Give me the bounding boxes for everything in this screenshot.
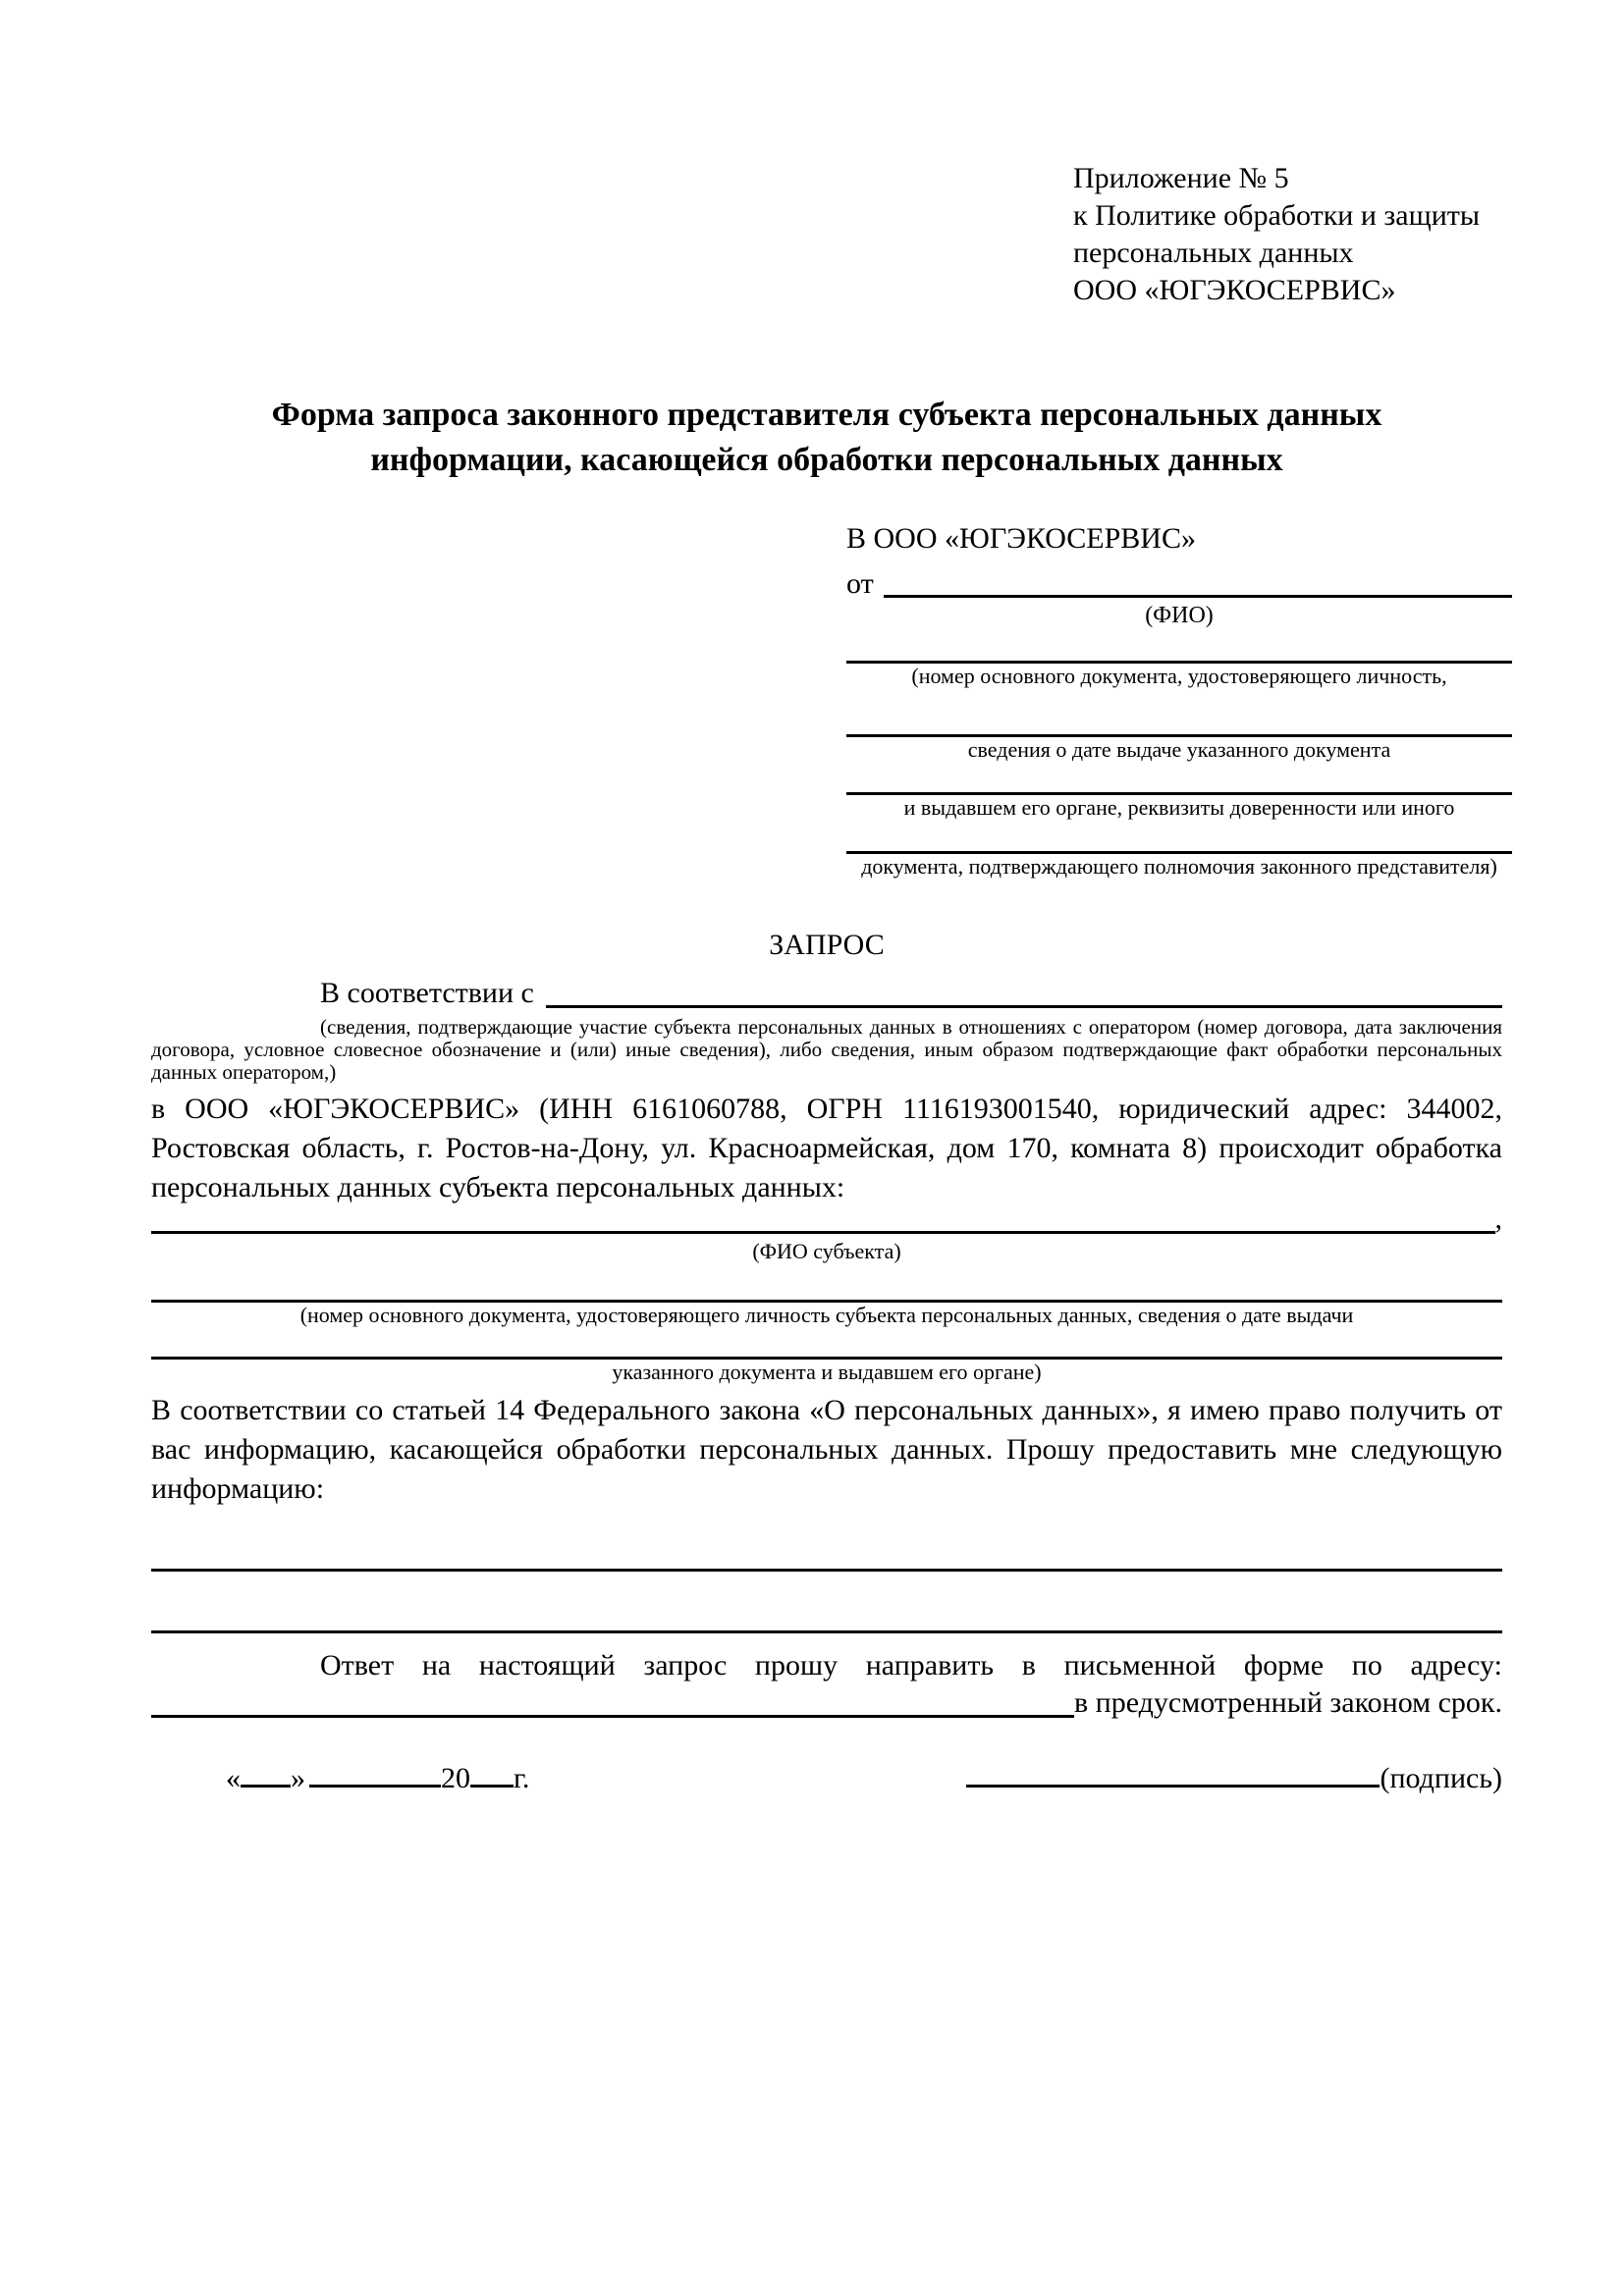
comma-text: , xyxy=(1494,1202,1502,1235)
requested-info-blank-line-1 xyxy=(151,1509,1502,1572)
subject-document-issuer-blank-line xyxy=(151,1328,1502,1360)
requested-info-blank-line-2 xyxy=(151,1572,1502,1633)
signature-blank-line xyxy=(966,1755,1380,1788)
request-body xyxy=(151,927,1502,1723)
issue-date-blank-line xyxy=(846,689,1512,737)
document-title-line1: Форма запроса законного представителя субъекта персональных данных xyxy=(271,397,1382,433)
company-name: ООО «ЮГЭКОСЕРВИС» xyxy=(1073,274,1396,306)
subject-fio-field-row xyxy=(151,1202,1502,1239)
basis-label: В соответствии с xyxy=(320,977,534,1009)
document-title xyxy=(151,393,1502,483)
date-close-quote: » xyxy=(291,1762,305,1794)
subject-fio-caption: (ФИО субъекта) xyxy=(752,1239,901,1263)
representative-authority-blank-line xyxy=(846,821,1512,854)
signature-caption: (подпись) xyxy=(1380,1762,1502,1794)
document-title-line2: информации, касающейся обработки персональных данных xyxy=(370,442,1283,478)
operator-paragraph: в ООО «ЮГЭКОСЕРВИС» (ИНН 6161060788, ОГРН 1116193001540, юридический адрес: 344002, Ростовская область, г. Ростов-на-Дону, ул. Красноармейская, дом 170, комната 8) происходит обработка персональных данных субъекта персональных данных: xyxy=(151,1093,1502,1203)
appendix-number: Приложение № 5 xyxy=(1073,162,1289,194)
answer-address-field-row xyxy=(151,1685,1502,1723)
addressee-block xyxy=(846,520,1512,880)
answer-address-blank-line xyxy=(151,1715,1074,1718)
answer-address-line: Ответ на настоящий запрос прошу направить в письменной форме по адресу: xyxy=(320,1649,1502,1682)
date-group xyxy=(226,1755,529,1797)
representative-authority-caption: документа, подтверждающего полномочия законного представителя) xyxy=(861,854,1497,879)
answer-term-text: в предусмотренный законом срок. xyxy=(1074,1686,1502,1719)
date-year-suffix: г. xyxy=(514,1762,530,1794)
fio-caption: (ФИО) xyxy=(1145,603,1214,628)
issue-date-caption: сведения о дате выдаче указанного документа xyxy=(967,737,1391,762)
subject-document-blank-line xyxy=(151,1264,1502,1303)
signature-group xyxy=(966,1755,1502,1797)
date-signature-row xyxy=(151,1755,1502,1797)
date-month-blank xyxy=(309,1755,441,1788)
basis-explanation: (сведения, подтверждающие участие субъекта персональных данных в отношениях с оператором (номер договора, дата заключения договора, условное словесное обозначение и (или) иные сведения), либо сведения, иным образом подтверждающие факт обработки персональных данных оператором,) xyxy=(151,1015,1502,1084)
appendix-header xyxy=(1073,160,1480,309)
basis-blank-line xyxy=(546,1005,1502,1008)
from-blank-line xyxy=(884,595,1512,598)
law-paragraph: В соответствии со статьей 14 Федерального закона «О персональных данных», я имею право получить от вас информацию, касающейся обработки персональных данных. Прошу предоставить мне следующую информацию: xyxy=(151,1394,1502,1505)
policy-reference-line1: к Политике обработки и защиты xyxy=(1073,199,1481,232)
document-number-blank-line xyxy=(846,628,1512,664)
request-heading: ЗАПРОС xyxy=(769,929,885,961)
from-field-row xyxy=(846,563,1512,603)
policy-reference-line2: персональных данных xyxy=(1073,237,1354,269)
date-year-blank xyxy=(470,1755,514,1788)
date-year-prefix: 20 xyxy=(441,1762,470,1794)
date-day-blank xyxy=(241,1755,291,1788)
subject-document-caption-1: (номер основного документа, удостоверяющего личность субъекта персональных данных, сведения о дате выдачи xyxy=(299,1303,1354,1327)
addressee-company: В ООО «ЮГЭКОСЕРВИС» xyxy=(846,522,1196,555)
issuing-authority-caption: и выдавшем его органе, реквизиты доверенности или иного xyxy=(903,795,1455,820)
document-number-caption: (номер основного документа, удостоверяющего личность, xyxy=(911,664,1447,688)
basis-field-row xyxy=(151,974,1502,1013)
subject-document-caption-2: указанного документа и выдавшем его органе) xyxy=(612,1360,1042,1384)
from-label: от xyxy=(846,567,874,600)
issuing-authority-blank-line xyxy=(846,763,1512,795)
subject-fio-blank-line xyxy=(151,1231,1495,1234)
date-open-quote: « xyxy=(226,1762,241,1794)
